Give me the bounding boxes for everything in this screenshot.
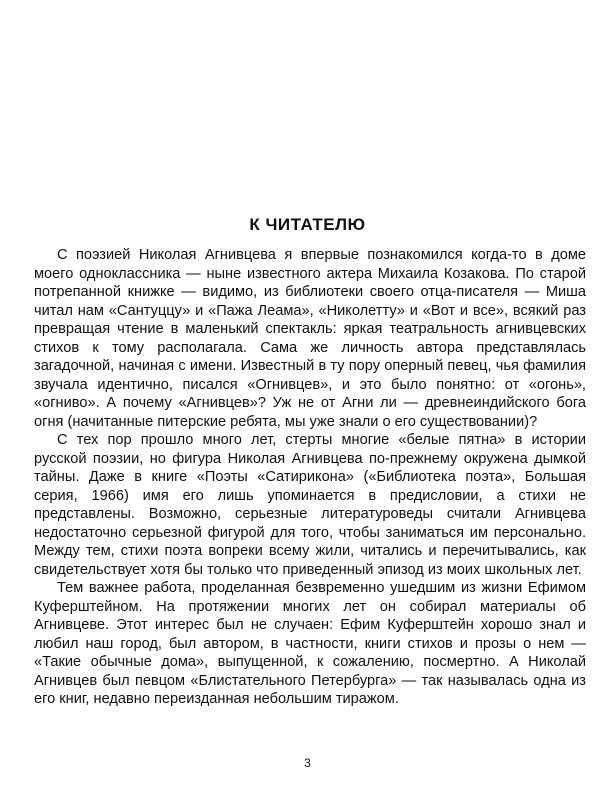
body-text [34,246,586,709]
paragraph: С тех пор прошло много лет, стерты многие «белые пятна» в истории русской поэзии, но фигура Николая Агнивцева по-прежнему окружена дымкой тайны. Даже в книге «Поэты «Сатирикона» («Библиотека поэта», Большая серия, 1966) имя его лишь упоминается в предисловии, а стихи не представлены. Возможно, серьезные литературоведы считали Агнивцева недостаточно серьезной фигурой для того, чтобы заниматься им персонально. Между тем, стихи поэта вопреки всему жили, читались и перечитывались, как свидетельствует хотя бы только что приведенный эпизод из моих школьных лет. [34,432,586,578]
page-number: 3 [304,756,311,770]
paragraph: С поэзией Николая Агнивцева я впервые познакомился когда-то в доме моего одноклассника — ныне известного актера Михаила Козакова. По старой потрепанной книжке — видимо, из библиотеки своего отца-писателя — Миша читал нам «Сантуццу» и «Пажа Леама», «Николетту» и «Вот и все», всякий раз превращая чтение в маленький спектакль: яркая театральность агнивцевских стихов к тому располагала. Сама же личность автора представлялась загадочной, начиная с имени. Известный в ту пору оперный певец, чья фамилия звучала идентично, писался «Огнивцев», и это было понятно: от «огонь», «огниво». А почему «Агнивцев»? Уж не от Агни ли — древнеиндийского бога огня (начитанные питерские ребята, мы уже знали о его существовании)? [34,247,586,430]
page-title: К ЧИТАТЕЛЮ [249,215,366,234]
paragraph: Тем важнее работа, проделанная безвременно ушедшим из жизни Ефимом Куферштейном. На протяжении многих лет он собирал материалы об Агнивцеве. Этот интерес был не случаен: Ефим Куферштейн хорошо знал и любил наш город, был автором, в частности, книги стихов и прозы о нем — «Такие обычные дома», выпущенной, к сожалению, посмертно. А Николай Агнивцев был певцом «Блистательного Петербурга» — так называлась одна из его книг, недавно переизданная небольшим тиражом. [34,580,586,707]
